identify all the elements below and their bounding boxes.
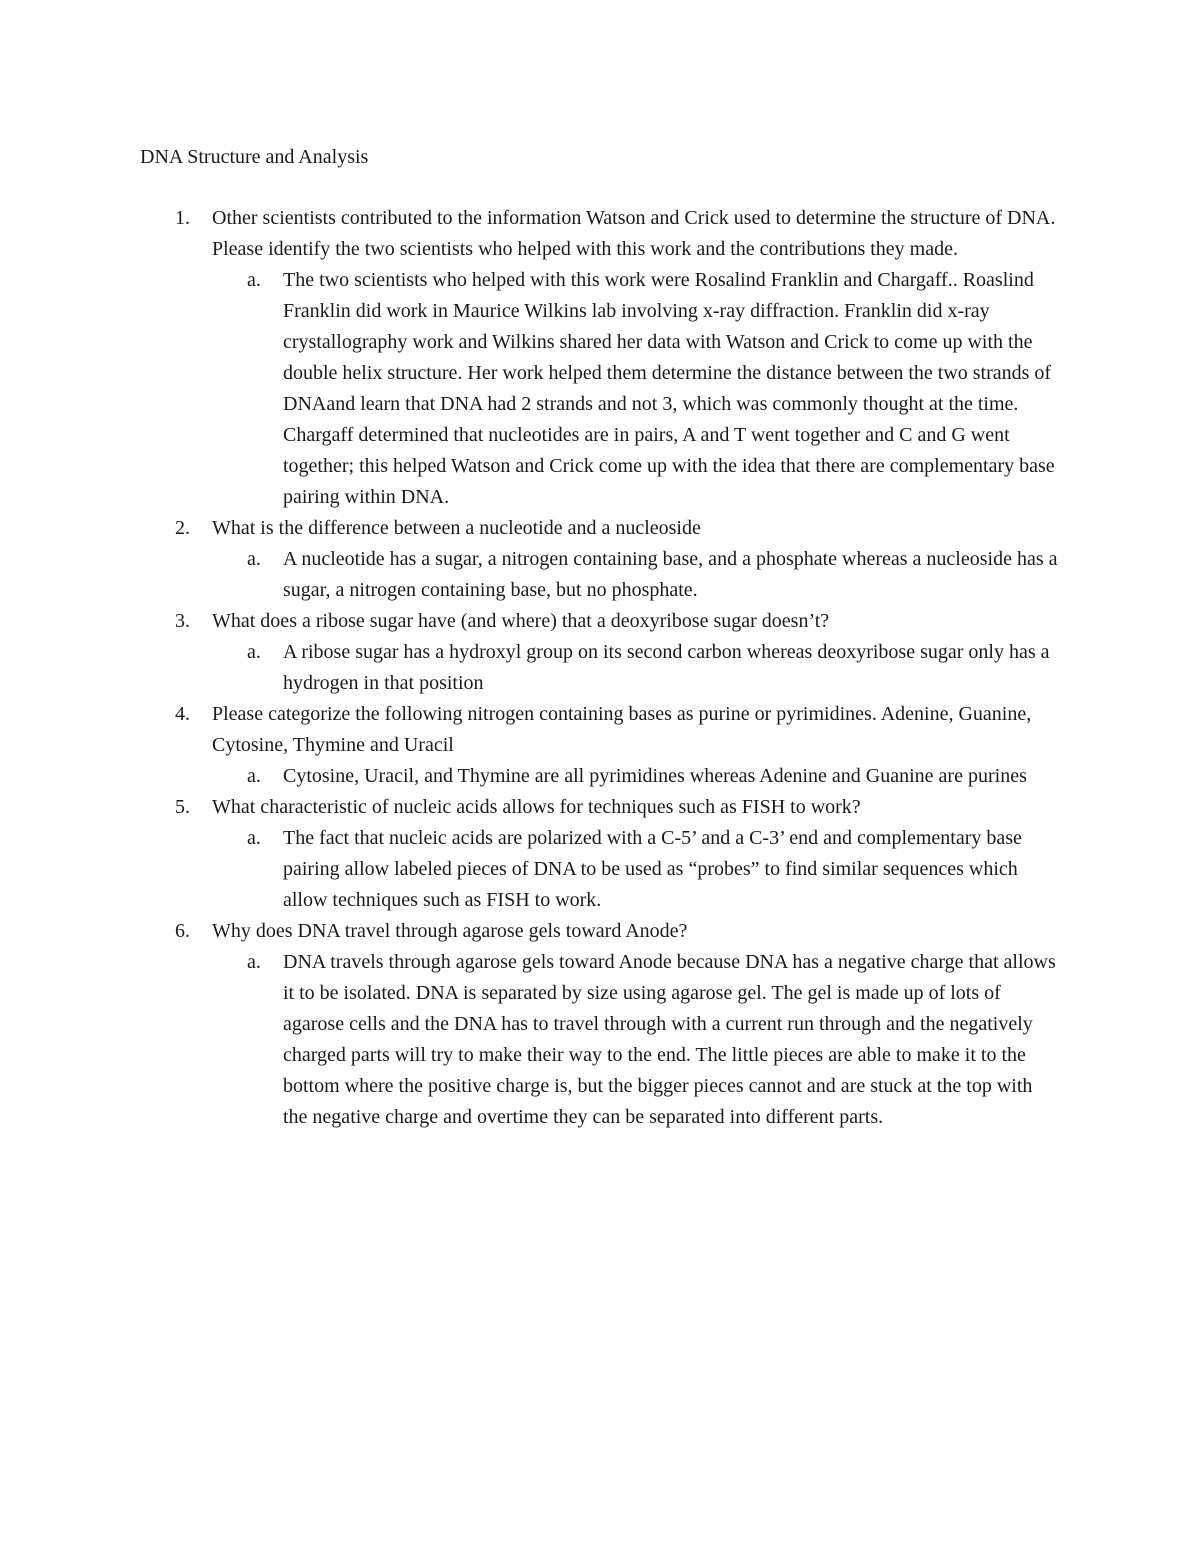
answer-letter: a. — [247, 951, 261, 973]
answer-item — [212, 761, 1060, 792]
question-text: Why does DNA travel through agarose gels toward Anode? — [212, 920, 688, 942]
answer-list — [212, 823, 1060, 916]
question-item — [140, 792, 1060, 916]
answer-text: DNA travels through agarose gels toward Anode because DNA has a negative charge that allows it to be isolated. DNA is separated by size using agarose gel. The gel is made up of lots of agarose cells and the DNA has to travel through with a current run through and the negatively charged parts will try to make their way to the end. The little pieces are able to make it to the bottom where the positive charge is, but the bigger pieces cannot and are stuck at the top with the negative charge and overtime they can be separated into different parts. — [283, 951, 1056, 1128]
question-number: 6. — [175, 920, 190, 942]
answer-letter: a. — [247, 827, 261, 849]
answer-list — [212, 544, 1060, 606]
question-text: What does a ribose sugar have (and where) that a deoxyribose sugar doesn’t? — [212, 610, 830, 632]
question-text: What characteristic of nucleic acids allows for techniques such as FISH to work? — [212, 796, 861, 818]
answer-list — [212, 947, 1060, 1133]
question-number: 5. — [175, 796, 190, 818]
question-text: What is the difference between a nucleotide and a nucleoside — [212, 517, 701, 539]
answer-text: Cytosine, Uracil, and Thymine are all pyrimidines whereas Adenine and Guanine are purines — [283, 765, 1027, 787]
answer-item — [212, 265, 1060, 513]
answer-list — [212, 761, 1060, 792]
answer-letter: a. — [247, 548, 261, 570]
document-title: DNA Structure and Analysis — [140, 146, 369, 168]
answer-text: A nucleotide has a sugar, a nitrogen containing base, and a phosphate whereas a nucleoside has a sugar, a nitrogen containing base, but no phosphate. — [283, 548, 1058, 601]
question-text: Other scientists contributed to the information Watson and Crick used to determine the structure of DNA. Please identify the two scientists who helped with this work and the contributions they made. — [212, 207, 1056, 260]
question-number: 1. — [175, 207, 190, 229]
answer-letter: a. — [247, 269, 261, 291]
question-text: Please categorize the following nitrogen containing bases as purine or pyrimidines. Adenine, Guanine, Cytosine, Thymine and Uracil — [212, 703, 1032, 756]
answer-letter: a. — [247, 641, 261, 663]
answer-list — [212, 265, 1060, 513]
question-item — [140, 916, 1060, 1133]
question-item — [140, 203, 1060, 513]
question-item — [140, 606, 1060, 699]
answer-letter: a. — [247, 765, 261, 787]
answer-item — [212, 823, 1060, 916]
answer-list — [212, 637, 1060, 699]
answer-item — [212, 637, 1060, 699]
question-number: 4. — [175, 703, 190, 725]
answer-item — [212, 544, 1060, 606]
question-number: 2. — [175, 517, 190, 539]
answer-text: The fact that nucleic acids are polarized with a C-5’ and a C-3’ end and complementary base pairing allow labeled pieces of DNA to be used as “probes” to find similar sequences which allow techniques such as FISH to work. — [283, 827, 1022, 911]
answer-item — [212, 947, 1060, 1133]
answer-text: The two scientists who helped with this work were Rosalind Franklin and Chargaff.. Roaslind Franklin did work in Maurice Wilkins lab involving x-ray diffraction. Franklin did x-ray crystallography work and Wilkins shared her data with Watson and Crick to come up with the double helix structure. Her work helped them determine the distance between the two strands of DNAand learn that DNA had 2 strands and not 3, which was commonly thought at the time. Chargaff determined that nucleotides are in pairs, A and T went together and C and G went together; this helped Watson and Crick come up with the idea that there are complementary base pairing within DNA. — [283, 269, 1055, 508]
answer-text: A ribose sugar has a hydroxyl group on its second carbon whereas deoxyribose sugar only has a hydrogen in that position — [283, 641, 1050, 694]
question-item — [140, 699, 1060, 792]
question-item — [140, 513, 1060, 606]
question-list — [140, 203, 1060, 1133]
question-number: 3. — [175, 610, 190, 632]
